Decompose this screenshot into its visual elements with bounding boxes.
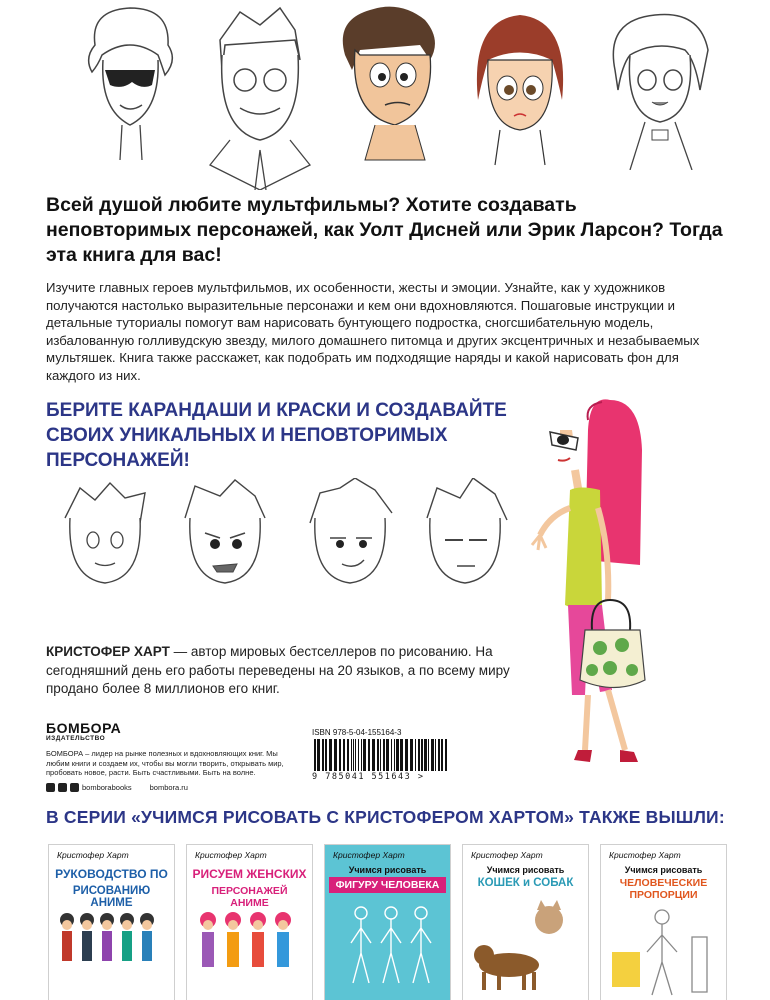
sketch-head-neutral xyxy=(55,478,155,598)
barcode-bar xyxy=(339,739,341,771)
book-author: Кристофер Харт xyxy=(195,850,267,860)
book-title-bottom: ПЕРСОНАЖЕЙ АНИМЕ xyxy=(211,885,288,909)
barcode-bar xyxy=(424,739,427,771)
facebook-icon xyxy=(46,783,55,792)
barcode-bar xyxy=(334,739,337,771)
barcode-bar xyxy=(380,739,381,771)
book-cover-proportions[interactable] xyxy=(600,844,727,1000)
publisher-logo: БОМБОРА xyxy=(46,720,122,736)
book-title-top: Учимся рисовать xyxy=(348,865,427,875)
barcode-bar xyxy=(325,739,327,771)
publisher-block xyxy=(46,720,296,792)
book-art xyxy=(469,900,582,995)
barcode-bar xyxy=(410,739,413,771)
series-books xyxy=(48,844,728,1000)
description-paragraph: Изучите главных героев мультфильмов, их особенности, жесты и эмоции. Узнайте, как у художников получаются настолько выразительные персонажи и кем они вдохновляются. Пошаговые инструкции и детальные туториалы помогут вам нарисовать бунтующего подростка, сногсшибательную модель, избалованную голливудскую звезду, милого домашнего питомца и других эксцентричных и незабываемых мультяшек. Книга также расскажет, как подобрать им подходящие наряды и какой нарисовать фон для каждого из них. xyxy=(46,280,700,383)
sketch-head-smirk xyxy=(300,478,400,598)
barcode-bar xyxy=(421,739,423,771)
sketch-woman-sunglasses xyxy=(70,0,190,170)
publisher-description: БОМБОРА – лидер на рынке полезных и вдохновляющих книг. Мы любим книги и создаем их, чтобы вы могли творить, открывать мир, пробовать новое, расти. Быть счастливыми. Быть на волне. xyxy=(46,749,284,777)
cta-heading: БЕРИТЕ КАРАНДАШИ И КРАСКИ И СОЗДАВАЙТЕ СВОИХ УНИКАЛЬНЫХ И НЕПОВТОРИМЫХ ПЕРСОНАЖЕЙ! xyxy=(46,400,507,471)
sketch-head-angry xyxy=(175,478,275,598)
instagram-icon xyxy=(70,783,79,792)
barcode-bar xyxy=(438,739,440,771)
barcode-bar xyxy=(363,739,366,771)
barcode-bar xyxy=(415,739,416,771)
book-art xyxy=(607,907,720,997)
barcode xyxy=(312,739,452,771)
barcode-bar xyxy=(386,739,389,771)
sketch-man-glasses xyxy=(200,0,320,190)
social-handle: bomborabooks xyxy=(82,782,132,792)
author-bio-text: — автор мировых бестселлеров по рисованию. На сегодняшний день его работы переведены на 20 языков, а по всему миру продано более 8 миллионов его книг. xyxy=(46,644,510,696)
barcode-bar xyxy=(435,739,436,771)
sketch-boy-color xyxy=(330,0,450,170)
book-author: Кристофер Харт xyxy=(471,850,543,860)
barcode-bar xyxy=(396,739,399,771)
book-title-top: Учимся рисовать xyxy=(624,865,703,875)
barcode-bar xyxy=(351,739,352,771)
sketch-woman-punk xyxy=(600,0,720,170)
book-cover-human-figure[interactable] xyxy=(324,844,451,1000)
barcode-bar xyxy=(377,739,379,771)
sketch-head-suspicious xyxy=(415,478,515,598)
author-name: КРИСТОФЕР ХАРТ xyxy=(46,644,170,659)
book-title-top: РУКОВОДСТВО ПО xyxy=(55,867,168,881)
book-author: Кристофер Харт xyxy=(57,850,129,860)
barcode-bar xyxy=(322,739,324,771)
book-cover-female-anime[interactable] xyxy=(186,844,313,1000)
barcode-bar xyxy=(343,739,345,771)
barcode-bar xyxy=(314,739,316,771)
barcode-bar xyxy=(372,739,375,771)
barcode-bar xyxy=(400,739,403,771)
book-title-bottom: КОШЕК и СОБАК xyxy=(477,877,574,889)
barcode-bar xyxy=(445,739,447,771)
barcode-bar xyxy=(405,739,408,771)
sketch-heads-row xyxy=(40,0,740,190)
barcode-bar xyxy=(368,739,370,771)
book-title-bottom: РИСОВАНИЮ АНИМЕ xyxy=(72,885,151,909)
book-author: Кристофер Харт xyxy=(609,850,681,860)
isbn-block xyxy=(312,728,462,782)
barcode-bar xyxy=(394,739,395,771)
barcode-bar xyxy=(353,739,354,771)
barcode-bar xyxy=(428,739,429,771)
book-cover-cats-dogs[interactable] xyxy=(462,844,589,1000)
book-title-top: РИСУЕМ ЖЕНСКИХ xyxy=(192,867,307,881)
barcode-bar xyxy=(361,739,362,771)
book-art xyxy=(55,905,168,995)
headline: Всей душой любите мультфильмы? Хотите создавать неповторимых персонажей, как Уолт Дисней или Эрик Ларсон? Тогда эта книга для вас! xyxy=(46,194,723,266)
book-title-top: Учимся рисовать xyxy=(486,865,565,875)
barcode-bar xyxy=(355,739,356,771)
barcode-bar xyxy=(391,739,392,771)
sketch-girl-color xyxy=(460,0,580,170)
barcode-bar xyxy=(418,739,420,771)
vk-icon xyxy=(58,783,67,792)
cartoon-girl-illustration xyxy=(530,390,710,800)
author-bio xyxy=(46,643,516,699)
barcode-bar xyxy=(358,739,359,771)
sketch-heads-expressions xyxy=(55,478,525,598)
series-heading: В СЕРИИ «УЧИМСЯ РИСОВАТЬ С КРИСТОФЕРОМ ХАРТОМ» ТАКЖЕ ВЫШЛИ: xyxy=(46,807,725,827)
barcode-bar xyxy=(383,739,385,771)
book-art xyxy=(193,905,306,995)
barcode-bar xyxy=(441,739,443,771)
barcode-bar xyxy=(347,739,349,771)
publisher-logo-sub: ИЗДАТЕЛЬСТВО xyxy=(46,735,106,742)
book-author: Кристофер Харт xyxy=(333,850,405,860)
isbn-label: ISBN 978-5-04-155164-3 xyxy=(312,728,402,737)
book-title-bottom: ЧЕЛОВЕЧЕСКИЕ ПРОПОРЦИИ xyxy=(619,877,708,901)
isbn-digits: 9 785041 551643 > xyxy=(312,772,425,782)
book-art xyxy=(331,903,444,998)
book-cover-anime-guide[interactable] xyxy=(48,844,175,1000)
publisher-site: bombora.ru xyxy=(149,782,188,792)
barcode-bar xyxy=(317,739,320,771)
publisher-social xyxy=(46,783,296,792)
barcode-bar xyxy=(431,739,434,771)
barcode-bar xyxy=(329,739,332,771)
book-title-bottom: ФИГУРУ ЧЕЛОВЕКА xyxy=(329,877,446,893)
